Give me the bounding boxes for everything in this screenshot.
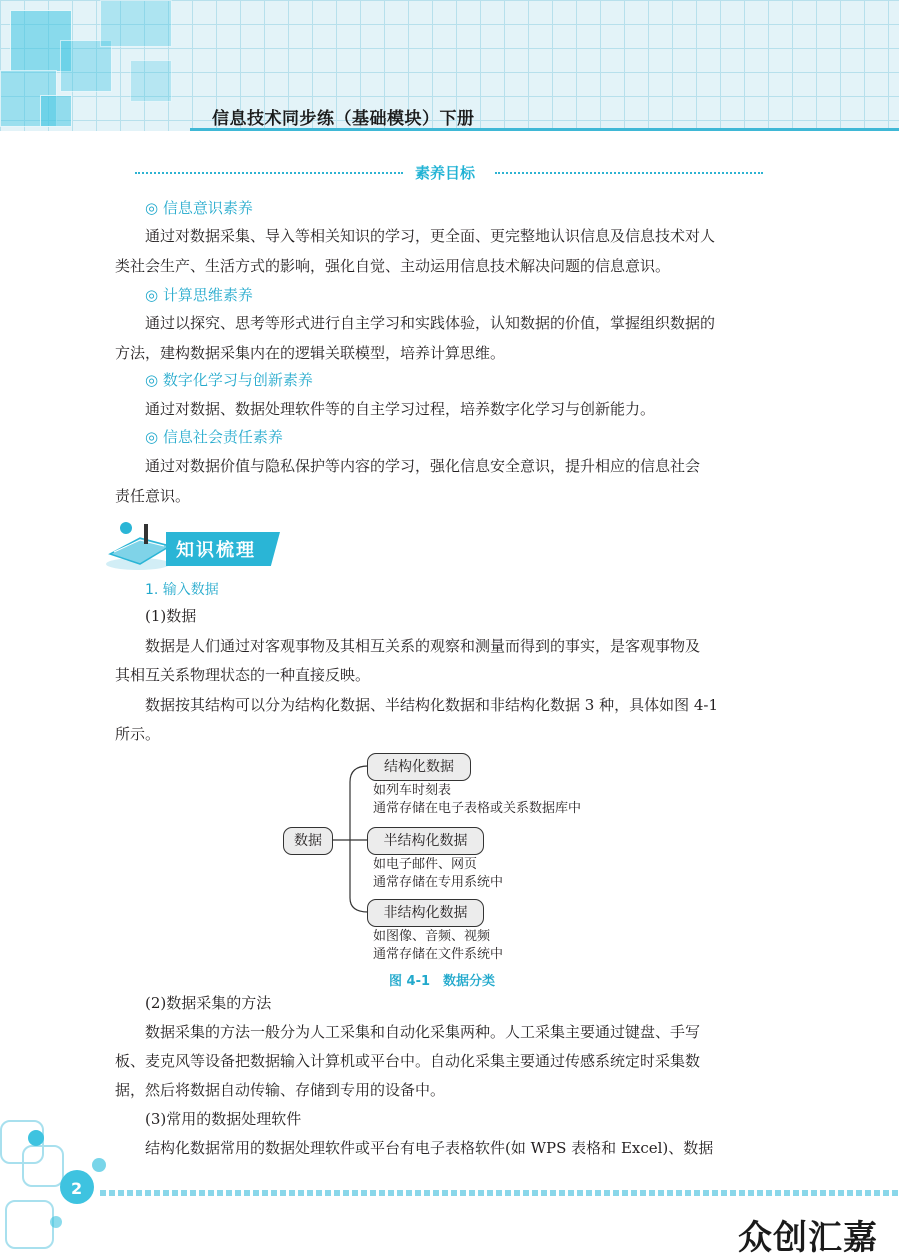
paragraph-line: 数据采集的方法一般分为人工采集和自动化采集两种。人工采集主要通过键盘、手写 [145, 1023, 701, 1041]
decor-cube [130, 60, 172, 102]
subheading: (1)数据 [145, 607, 197, 625]
decor-cube [60, 40, 112, 92]
paragraph-line: 据，然后将数据自动传输、存储到专用的设备中。 [115, 1081, 446, 1099]
diagram-node: 非结构化数据 [367, 899, 484, 927]
goal-heading: ◎ 信息意识素养 [145, 199, 253, 217]
paragraph-line: 其相互关系物理状态的一种直接反映。 [115, 666, 371, 684]
paragraph-line: 数据是人们通过对客观事物及其相互关系的观察和测量而得到的事实，是客观事物及 [145, 637, 701, 655]
decor-dot [28, 1130, 44, 1146]
section-divider-right [495, 172, 763, 174]
diagram-note: 通常存储在电子表格或关系数据库中 [373, 801, 582, 816]
book-icon [104, 516, 174, 572]
section-heading: 1. 输入数据 [145, 582, 219, 598]
subheading: (3)常用的数据处理软件 [145, 1110, 302, 1128]
paragraph-line: 结构化数据常用的数据处理软件或平台有电子表格软件(如 WPS 表格和 Excel)、数据 [145, 1139, 714, 1157]
goal-text: 方法，建构数据采集内在的逻辑关联模型，培养计算思维。 [115, 344, 506, 362]
figure-caption: 图 4-1 数据分类 [389, 974, 496, 989]
goal-heading: ◎ 数字化学习与创新素养 [145, 371, 313, 389]
goal-text: 通过对数据价值与隐私保护等内容的学习，强化信息安全意识，提升相应的信息社会 [145, 457, 701, 475]
paragraph-line: 所示。 [115, 725, 161, 743]
diagram-note: 如图像、音频、视频 [373, 929, 491, 944]
diagram-root: 数据 [283, 827, 333, 855]
diagram-note: 如电子邮件、网页 [373, 857, 478, 872]
page-number: 2 [71, 1179, 83, 1198]
section-title: 素养目标 [415, 164, 476, 182]
diagram-note: 通常存储在专用系统中 [373, 875, 504, 890]
footer-pattern [100, 1190, 899, 1196]
knowledge-banner-title: 知识梳理 [176, 540, 256, 561]
goal-text: 通过以探究、思考等形式进行自主学习和实践体验，认知数据的价值，掌握组织数据的 [145, 314, 716, 332]
goal-text: 通过对数据采集、导入等相关知识的学习，更全面、更完整地认识信息及信息技术对人 [145, 227, 716, 245]
goal-heading: ◎ 计算思维素养 [145, 286, 253, 304]
goal-text: 类社会生产、生活方式的影响，强化自觉、主动运用信息技术解决问题的信息意识。 [115, 257, 671, 275]
decor-hex [5, 1200, 54, 1249]
diagram-node: 半结构化数据 [367, 827, 484, 855]
diagram-note: 如列车时刻表 [373, 783, 452, 798]
header-title: 信息技术同步练（基础模块）下册 [212, 109, 475, 129]
section-divider-left [135, 172, 403, 174]
paragraph-line: 板、麦克风等设备把数据输入计算机或平台中。自动化采集主要通过传感系统定时采集数 [115, 1052, 701, 1070]
goal-heading: ◎ 信息社会责任素养 [145, 428, 283, 446]
subheading: (2)数据采集的方法 [145, 994, 272, 1012]
diagram-note: 通常存储在文件系统中 [373, 947, 504, 962]
decor-dot [92, 1158, 106, 1172]
decor-dot [50, 1216, 62, 1228]
decor-cube [40, 95, 72, 127]
decor-hex [22, 1145, 64, 1187]
goal-text: 通过对数据、数据处理软件等的自主学习过程，培养数字化学习与创新能力。 [145, 400, 656, 418]
decor-cube [100, 0, 172, 47]
watermark: 众创汇嘉 [738, 1218, 878, 1258]
paragraph-line: 数据按其结构可以分为结构化数据、半结构化数据和非结构化数据 3 种，具体如图 4-1 [145, 696, 719, 714]
goal-text: 责任意识。 [115, 487, 191, 505]
diagram-node: 结构化数据 [367, 753, 471, 781]
